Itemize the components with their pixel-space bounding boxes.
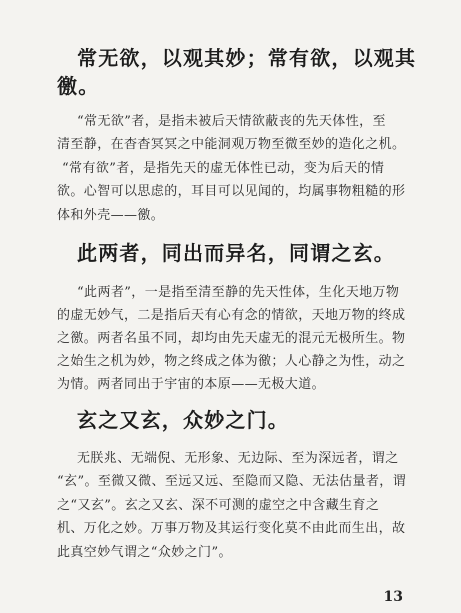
section2-body-line4: 之始生之机为妙，物之终成之体为徼；人心静之为性，动之 xyxy=(57,354,406,369)
page-number: 13 xyxy=(383,589,403,605)
section1-heading-line2: 徼。 xyxy=(57,74,100,98)
section3-body-line3: 之“又玄”。玄之又玄、深不可测的虚空之中含藏生育之 xyxy=(57,498,380,513)
section1-heading-line1: 常无欲，以观其妙；常有欲，以观其 xyxy=(77,46,417,70)
section1-body-line5: 体和外壳——徼。 xyxy=(57,208,165,223)
section1-body-line1: “常无欲”者，是指未被后天情欲蔽丧的先天体性，至 xyxy=(77,114,386,129)
section2-body-line1: “此两者”，一是指至清至静的先天性体，生化天地万物 xyxy=(77,285,400,300)
section1-body-line4: 欲。心智可以思虑的，耳目可以见闻的，均属事物粗糙的形 xyxy=(57,184,406,199)
section2-body-line5: 为情。两者同出于宇宙的本原——无极大道。 xyxy=(57,377,326,392)
section1-body-line3: “常有欲”者，是指先天的虚无体性已动，变为后天的情 xyxy=(62,161,385,176)
section3-body-line4: 机、万化之妙。万事万物及其运行变化莫不由此而生出，故 xyxy=(57,521,406,536)
section3-heading: 玄之又玄，众妙之门。 xyxy=(77,408,289,432)
section2-body-line2: 的虚无妙气，二是指后天有心有念的情欲，天地万物的终成 xyxy=(57,308,406,323)
section2-body-line3: 之徼。两者名虽不同，却均由先天虚无的混元无极所生。物 xyxy=(57,331,406,346)
section2-heading: 此两者，同出而异名，同谓之玄。 xyxy=(77,241,395,265)
section3-body-line5: 此真空妙气谓之“众妙之门”。 xyxy=(57,545,232,560)
section1-body-line2: 清至静，在杳杳冥冥之中能洞观万物至微至妙的造化之机。 xyxy=(57,137,406,152)
section3-body-line1: 无朕兆、无端倪、无形象、无边际、至为深远者，谓之 xyxy=(77,451,399,466)
section3-body-line2: “玄”。至微又微、至远又远、至隐而又隐、无法估量者，谓 xyxy=(57,474,407,489)
